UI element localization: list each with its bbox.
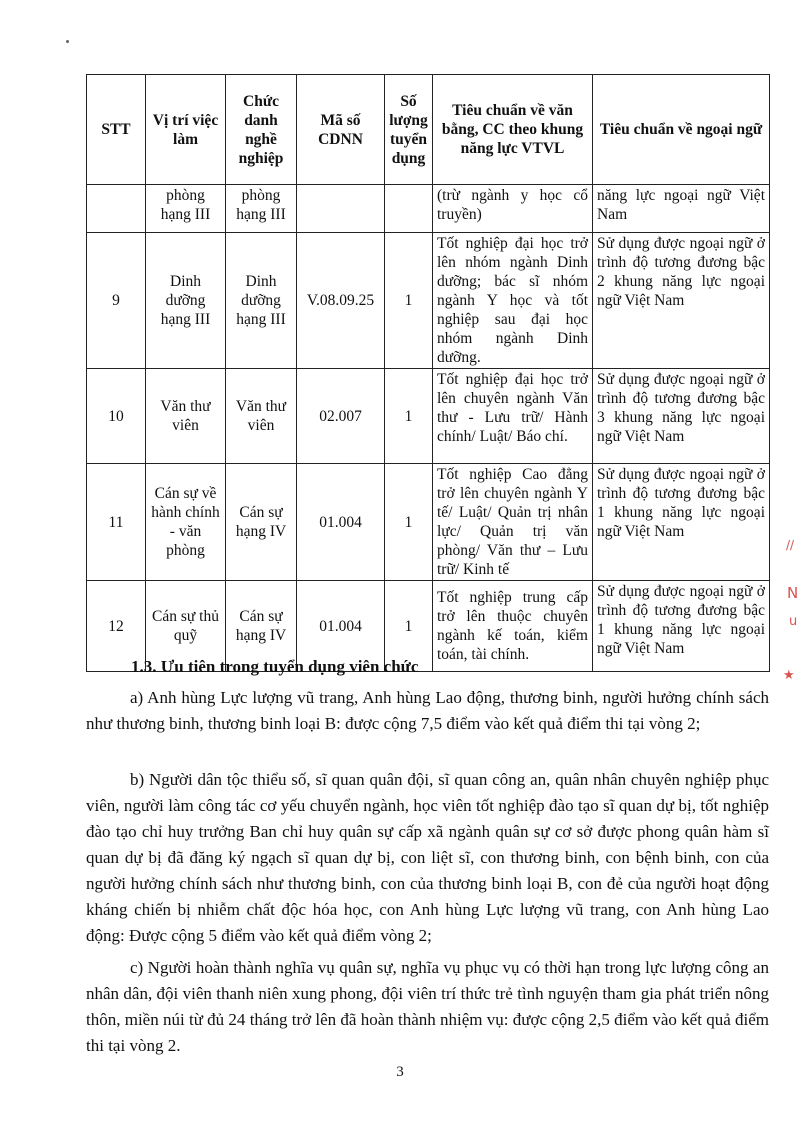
section-heading: 1.3. Ưu tiên trong tuyển dụng viên chức [131, 657, 419, 676]
cell-degree: Tốt nghiệp đại học trở lên nhóm ngành Dinh dưỡng; bác sĩ nhóm ngành Y học và tốt nghiệp sau đại học nhóm ngành Dinh dưỡng. [433, 233, 593, 369]
header-language: Tiêu chuẩn về ngoại ngữ [593, 75, 770, 185]
cell-quantity: 1 [385, 581, 433, 672]
cell-quantity: 1 [385, 464, 433, 581]
cell-stt: 12 [87, 581, 146, 672]
cell-language: Sử dụng được ngoại ngữ ở trình độ tương đương bậc 1 khung năng lực ngoại ngữ Việt Nam [593, 581, 770, 672]
header-stt: STT [87, 75, 146, 185]
cell-degree: Tốt nghiệp đại học trở lên chuyên ngành Văn thư - Lưu trữ/ Hành chính/ Luật/ Báo chí. [433, 369, 593, 464]
table-header-row [87, 75, 770, 185]
cell-stt: 9 [87, 233, 146, 369]
table-row [87, 369, 770, 464]
cell-position: Dinh dưỡng hạng III [146, 233, 226, 369]
stamp-edge-mark: // [786, 538, 795, 552]
cell-degree: Tốt nghiệp trung cấp trở lên thuộc chuyên ngành kế toán, kiểm toán, tài chính. [433, 581, 593, 672]
cell-stt: 10 [87, 369, 146, 464]
table-row [87, 464, 770, 581]
cell-language: Sử dụng được ngoại ngữ ở trình độ tương đương bậc 1 khung năng lực ngoại ngữ Việt Nam [593, 464, 770, 581]
cell-code: 02.007 [297, 369, 385, 464]
cell-quantity: 1 [385, 233, 433, 369]
header-quantity: Số lượng tuyển dụng [385, 75, 433, 185]
recruitment-table [86, 74, 770, 672]
paragraph-b: b) Người dân tộc thiểu số, sĩ quan quân đội, sĩ quan công an, quân nhân chuyên nghiệp phục viên, người làm công tác cơ yếu chuyển ngành, học viên tốt nghiệp đào tạo sĩ quan dự bị, tốt nghiệp đào tạo chỉ huy trưởng Ban chỉ huy quân sự cấp xã ngành quân sự cơ sở được phong quân hàm sĩ quan dự bị đã đăng ký ngạch sĩ quan dự bị, con liệt sĩ, con thương binh, con bệnh binh, con của người hưởng chính sách như thương binh, con của thương binh loại B, con đẻ của người hoạt động kháng chiến bị nhiễm chất độc hóa học, con Anh hùng Lực lượng vũ trang, con Anh hùng Lao động: Được cộng 5 điểm vào kết quả điểm vòng 2; [86, 770, 769, 945]
cell-title: phòng hạng III [226, 185, 297, 233]
cell-position: phòng hạng III [146, 185, 226, 233]
header-code: Mã số CDNN [297, 75, 385, 185]
header-position: Vị trí việc làm [146, 75, 226, 185]
cell-language: Sử dụng được ngoại ngữ ở trình độ tương đương bậc 3 khung năng lực ngoại ngữ Việt Nam [593, 369, 770, 464]
cell-title: Văn thư viên [226, 369, 297, 464]
table-row [87, 233, 770, 369]
cell-title: Dinh dưỡng hạng III [226, 233, 297, 369]
page-number: 3 [396, 1064, 404, 1080]
cell-code: 01.004 [297, 581, 385, 672]
cell-language: năng lực ngoại ngữ Việt Nam [593, 185, 770, 233]
stamp-edge-letter: N [787, 584, 799, 602]
header-title: Chức danh nghề nghiệp [226, 75, 297, 185]
paragraph-a: a) Anh hùng Lực lượng vũ trang, Anh hùng Lao động, thương binh, người hưởng chính sách như thương binh, thương binh loại B: được cộng 7,5 điểm vào kết quả điểm thi tại vòng 2; [86, 688, 769, 733]
cell-quantity: 1 [385, 369, 433, 464]
cell-title: Cán sự hạng IV [226, 581, 297, 672]
cell-title: Cán sự hạng IV [226, 464, 297, 581]
stamp-star-icon: ★ [783, 668, 795, 683]
cell-position: Văn thư viên [146, 369, 226, 464]
header-degree: Tiêu chuẩn về văn bằng, CC theo khung năng lực VTVL [433, 75, 593, 185]
table-row-continued [87, 185, 770, 233]
cell-code: 01.004 [297, 464, 385, 581]
cell-degree: (trừ ngành y học cổ truyền) [433, 185, 593, 233]
cell-degree: Tốt nghiệp Cao đẳng trở lên chuyên ngành Y tế/ Luật/ Quản trị nhân lực/ Quản trị văn phòng/ Văn thư – Lưu trữ/ Kinh tế [433, 464, 593, 581]
stamp-edge-letter: u [789, 614, 798, 629]
paragraph-c: c) Người hoàn thành nghĩa vụ quân sự, nghĩa vụ phục vụ có thời hạn trong lực lượng công an nhân dân, đội viên thanh niên xung phong, đội viên trí thức trẻ tình nguyện tham gia phát triển nông thôn, miền núi từ đủ 24 tháng trở lên đã hoàn thành nhiệm vụ: được cộng 2,5 điểm vào kết quả điểm thi tại vòng 2. [86, 958, 769, 1055]
cell-language: Sử dụng được ngoại ngữ ở trình độ tương đương bậc 2 khung năng lực ngoại ngữ Việt Nam [593, 233, 770, 369]
cell-stt: 11 [87, 464, 146, 581]
cell-position: Cán sự thủ quỹ [146, 581, 226, 672]
cell-code: V.08.09.25 [297, 233, 385, 369]
scan-speck [66, 40, 69, 43]
cell-position: Cán sự về hành chính - văn phòng [146, 464, 226, 581]
